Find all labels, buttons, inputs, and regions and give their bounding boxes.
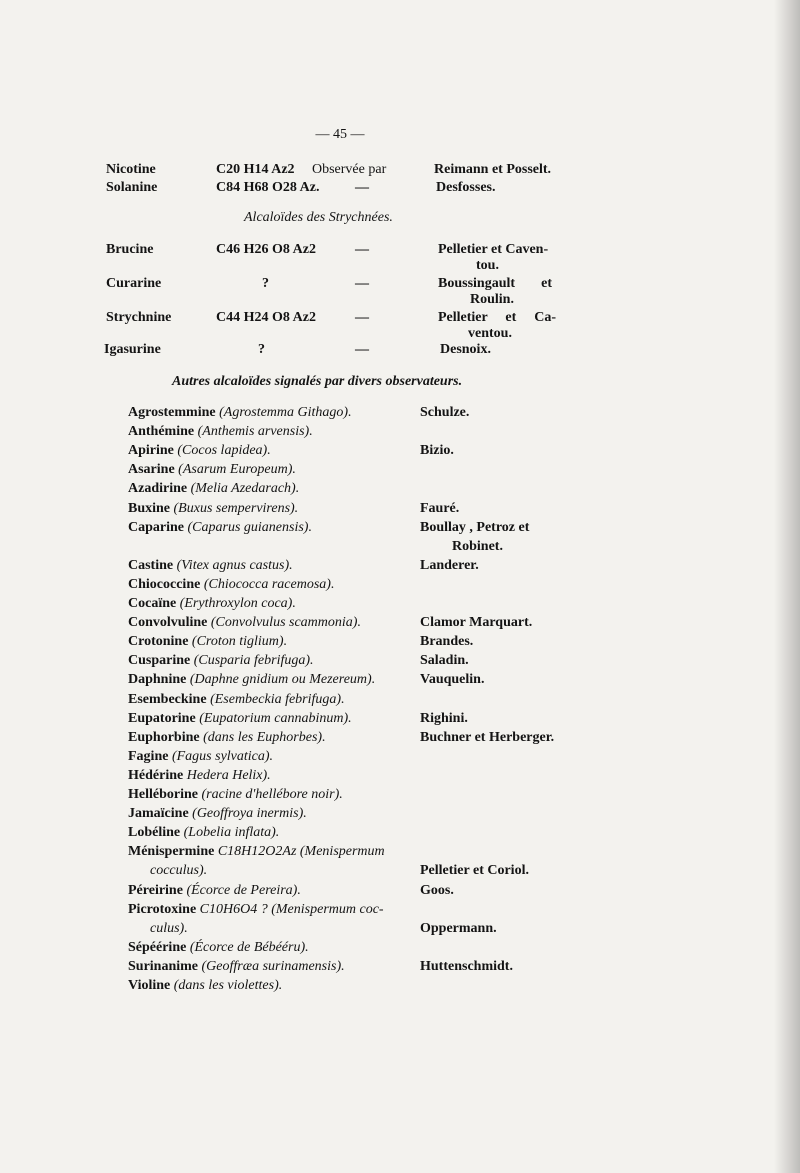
alkaloid-author: Oppermann. bbox=[420, 921, 497, 936]
alkaloid-source: (Eupatorium cannabinum). bbox=[199, 711, 352, 726]
alkaloid-author: Clamor Marquart. bbox=[420, 615, 533, 630]
ditto-dash: — bbox=[355, 276, 369, 291]
alkaloid-formula: ? bbox=[262, 276, 269, 291]
ditto-dash: — bbox=[355, 310, 369, 325]
alkaloid-name: Esembeckine bbox=[128, 692, 207, 707]
alkaloid-author: Pelletier et Ca- bbox=[438, 310, 556, 325]
alkaloid-source: (Croton tiglium). bbox=[191, 634, 288, 649]
alkaloid-source: (Écorce de Bébééru). bbox=[189, 940, 309, 955]
alkaloid-name: Caparine bbox=[128, 520, 184, 535]
alkaloid-source: (Melia Azedarach). bbox=[190, 481, 300, 496]
alkaloid-name: Igasurine bbox=[104, 342, 161, 357]
list-item bbox=[128, 882, 301, 900]
list-item bbox=[128, 767, 271, 785]
alkaloid-name: Curarine bbox=[106, 276, 162, 291]
alkaloid-source: (Fagus sylvatica). bbox=[171, 749, 274, 764]
alkaloid-name: Lobéline bbox=[128, 825, 181, 840]
alkaloid-source: cocculus). bbox=[150, 863, 208, 878]
alkaloid-author: Pelletier et Coriol. bbox=[420, 863, 529, 878]
alkaloid-name: Chiococcine bbox=[128, 577, 201, 592]
list-item bbox=[128, 633, 287, 651]
ditto-dash: — bbox=[355, 242, 369, 257]
alkaloid-source: (racine d'hellébore noir). bbox=[201, 787, 343, 802]
alkaloid-author: Goos. bbox=[420, 883, 454, 898]
section-heading: Alcaloïdes des Strychnées. bbox=[244, 210, 393, 225]
list-item bbox=[128, 977, 282, 995]
alkaloid-formula: C44 H24 O8 Az2 bbox=[216, 310, 316, 325]
list-item bbox=[128, 958, 345, 976]
alkaloid-source: (Asarum Europeum). bbox=[178, 462, 296, 477]
list-item bbox=[150, 862, 207, 880]
alkaloid-author-cont: tou. bbox=[476, 258, 499, 273]
alkaloid-name: Buxine bbox=[128, 501, 171, 516]
alkaloid-source: (Geoffroya inermis). bbox=[192, 806, 307, 821]
list-item bbox=[128, 748, 273, 766]
alkaloid-name: Surinanime bbox=[128, 959, 199, 974]
ditto-dash: — bbox=[355, 180, 369, 195]
alkaloid-name: Apirine bbox=[128, 443, 174, 458]
alkaloid-name: Fagine bbox=[128, 749, 169, 764]
alkaloid-source: (Daphne gnidium ou Mezereum). bbox=[189, 672, 376, 687]
list-item bbox=[128, 805, 307, 823]
list-item bbox=[128, 901, 384, 919]
alkaloid-author: Pelletier et Caven- bbox=[438, 242, 549, 257]
list-item bbox=[150, 920, 188, 938]
list-item bbox=[128, 442, 271, 460]
alkaloid-name: Agrostemmine bbox=[128, 405, 216, 420]
alkaloid-name: Cusparine bbox=[128, 653, 191, 668]
alkaloid-name: Jamaïcine bbox=[128, 806, 189, 821]
ditto-dash: — bbox=[355, 342, 369, 357]
alkaloid-formula: ? bbox=[258, 342, 265, 357]
alkaloid-name: Asarine bbox=[128, 462, 175, 477]
alkaloid-name: Eupatorine bbox=[128, 711, 196, 726]
alkaloid-source: (Geoffræa surinamensis). bbox=[201, 959, 345, 974]
alkaloid-author: Boullay , Petroz et bbox=[420, 520, 530, 535]
list-item bbox=[128, 786, 343, 804]
alkaloid-name: Nicotine bbox=[106, 162, 156, 177]
alkaloid-source: (Anthemis arvensis). bbox=[197, 424, 313, 439]
alkaloid-source: (Buxus sempervirens). bbox=[173, 501, 299, 516]
list-item bbox=[128, 671, 375, 689]
list-item bbox=[128, 595, 296, 613]
list-item bbox=[128, 652, 314, 670]
alkaloid-name: Violine bbox=[128, 978, 171, 993]
alkaloid-source: (dans les Euphorbes). bbox=[203, 730, 326, 745]
alkaloid-author: Schulze. bbox=[420, 405, 470, 420]
alkaloid-name: Solanine bbox=[106, 180, 158, 195]
alkaloid-author: Righini. bbox=[420, 711, 468, 726]
alkaloid-author: Buchner et Herberger. bbox=[420, 730, 555, 745]
alkaloid-author: Vauquelin. bbox=[420, 672, 485, 687]
alkaloid-author: Desnoix. bbox=[440, 342, 491, 357]
alkaloid-name: Castine bbox=[128, 558, 174, 573]
alkaloid-author: Saladin. bbox=[420, 653, 469, 668]
alkaloid-source: (Cusparia febrifuga). bbox=[193, 653, 314, 668]
list-item bbox=[128, 614, 361, 632]
alkaloid-source: (Vitex agnus castus). bbox=[176, 558, 293, 573]
alkaloid-source: Hedera Helix). bbox=[186, 768, 271, 783]
alkaloid-author-cont: ventou. bbox=[468, 326, 512, 341]
alkaloid-name: Azadirine bbox=[128, 481, 188, 496]
alkaloid-author-cont: Roulin. bbox=[470, 292, 514, 307]
alkaloid-author: Landerer. bbox=[420, 558, 479, 573]
alkaloid-formula: C46 H26 O8 Az2 bbox=[216, 242, 316, 257]
alkaloid-author: Desfosses. bbox=[436, 180, 496, 195]
alkaloid-source: C10H6O4 ? (Menispermum coc- bbox=[199, 902, 384, 917]
page-number: — 45 — bbox=[315, 127, 365, 142]
observed-label: Observée par bbox=[312, 162, 387, 177]
alkaloid-name: Picrotoxine bbox=[128, 902, 197, 917]
alkaloid-name: Ménispermine bbox=[128, 844, 215, 859]
list-item bbox=[128, 557, 293, 575]
alkaloid-source: (Cocos lapidea). bbox=[177, 443, 271, 458]
alkaloid-author: Huttenschmidt. bbox=[420, 959, 513, 974]
section-heading: Autres alcaloïdes signalés par divers observateurs. bbox=[172, 374, 463, 389]
alkaloid-name: Helléborine bbox=[128, 787, 198, 802]
list-item bbox=[128, 404, 352, 422]
alkaloid-source: (Agrostemma Githago). bbox=[219, 405, 352, 420]
list-item bbox=[128, 576, 334, 594]
alkaloid-name: Sépéérine bbox=[128, 940, 187, 955]
list-item bbox=[128, 691, 345, 709]
list-item bbox=[128, 824, 279, 842]
alkaloid-name: Anthémine bbox=[128, 424, 195, 439]
alkaloid-author: Brandes. bbox=[420, 634, 474, 649]
alkaloid-author: Reimann et Posselt. bbox=[434, 162, 552, 177]
list-item bbox=[128, 480, 299, 498]
list-item bbox=[128, 500, 298, 518]
alkaloid-source: C18H12O2Az (Menispermum bbox=[217, 844, 385, 859]
alkaloid-author: Robinet. bbox=[452, 539, 503, 554]
alkaloid-author: Boussingault et bbox=[438, 276, 552, 291]
alkaloid-source: (Chiococca racemosa). bbox=[203, 577, 335, 592]
list-item bbox=[128, 729, 326, 747]
alkaloid-name: Daphnine bbox=[128, 672, 187, 687]
alkaloid-name: Strychnine bbox=[106, 310, 172, 325]
alkaloid-source: (Écorce de Pereira). bbox=[186, 883, 301, 898]
alkaloid-source: (dans les violettes). bbox=[173, 978, 283, 993]
list-item bbox=[128, 710, 352, 728]
alkaloid-name: Brucine bbox=[106, 242, 154, 257]
alkaloid-source: (Convolvulus scammonia). bbox=[210, 615, 361, 630]
alkaloid-source: culus). bbox=[150, 921, 188, 936]
alkaloid-name: Euphorbine bbox=[128, 730, 200, 745]
alkaloid-author: Fauré. bbox=[420, 501, 460, 516]
alkaloid-name: Convolvuline bbox=[128, 615, 208, 630]
alkaloid-source: (Erythroxylon coca). bbox=[179, 596, 296, 611]
alkaloid-name: Hédérine bbox=[128, 768, 184, 783]
list-item bbox=[128, 423, 313, 441]
alkaloid-name: Péreirine bbox=[128, 883, 183, 898]
alkaloid-formula: C20 H14 Az2 bbox=[216, 162, 295, 177]
list-item bbox=[128, 843, 385, 861]
list-item bbox=[128, 519, 312, 537]
alkaloid-author: Bizio. bbox=[420, 443, 454, 458]
alkaloid-name: Crotonine bbox=[128, 634, 189, 649]
alkaloid-source: (Lobelia inflata). bbox=[183, 825, 280, 840]
alkaloid-source: (Caparus guianensis). bbox=[187, 520, 312, 535]
alkaloid-name: Cocaïne bbox=[128, 596, 177, 611]
alkaloid-formula: C84 H68 O28 Az. bbox=[216, 180, 320, 195]
list-item bbox=[128, 939, 309, 957]
page-edge-shadow bbox=[774, 0, 800, 1173]
alkaloid-source: (Esembeckia febrifuga). bbox=[210, 692, 345, 707]
list-item bbox=[128, 461, 296, 479]
